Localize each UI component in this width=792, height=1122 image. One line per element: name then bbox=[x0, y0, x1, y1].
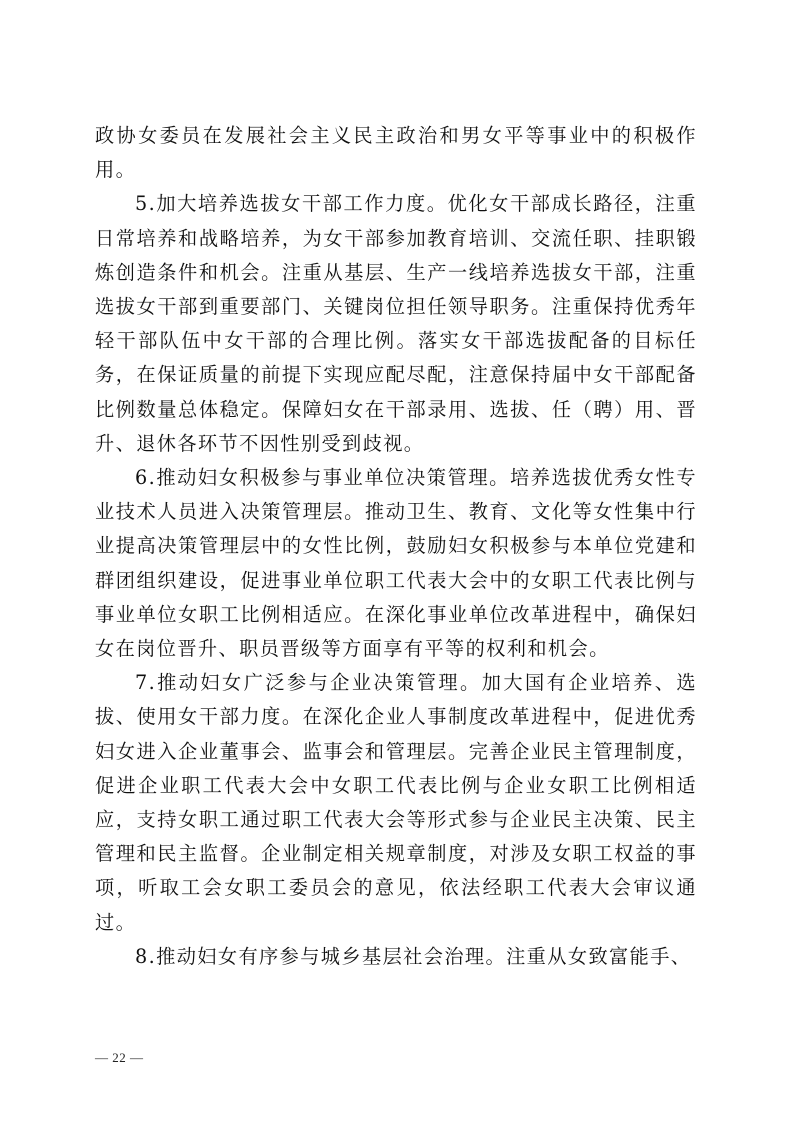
paragraph-continuation: 政协女委员在发展社会主义民主政治和男女平等事业中的积极作用。 bbox=[95, 124, 697, 182]
body-text bbox=[95, 119, 697, 974]
page-number: — 22 — bbox=[95, 1050, 144, 1065]
paragraph-item-5: 5.加大培养选拔女干部工作力度。优化女干部成长路径，注重日常培养和战略培养，为女干部参加教育培训、交流任职、挂职锻炼创造条件和机会。注重从基层、生产一线培养选拔女干部，注重选拔女干部到重要部门、关键岗位担任领导职务。注重保持优秀年轻干部队伍中女干部的合理比例。落实女干部选拔配备的目标任务，在保证质量的前提下实现应配尽配，注意保持届中女干部配备比例数量总体稳定。保障妇女在干部录用、选拔、任（聘）用、晋升、退休各环节不因性别受到歧视。 bbox=[95, 192, 697, 455]
paragraph-item-6: 6.推动妇女积极参与事业单位决策管理。培养选拔优秀女性专业技术人员进入决策管理层。推动卫生、教育、文化等女性集中行业提高决策管理层中的女性比例，鼓励妇女积极参与本单位党建和群团组织建设，促进事业单位职工代表大会中的女职工代表比例与事业单位女职工比例相适应。在深化事业单位改革进程中，确保妇女在岗位晋升、职员晋级等方面享有平等的权利和机会。 bbox=[95, 466, 697, 661]
paragraph-item-8: 8.推动妇女有序参与城乡基层社会治理。注重从女致富能手、 bbox=[135, 944, 692, 968]
paragraph-item-7: 7.推动妇女广泛参与企业决策管理。加大国有企业培养、选拔、使用女干部力度。在深化企业人事制度改革进程中，促进优秀妇女进入企业董事会、监事会和管理层。完善企业民主管理制度，促进企业职工代表大会中女职工代表比例与企业女职工比例相适应，支持女职工通过职工代表大会等形式参与企业民主决策、民主管理和民主监督。企业制定相关规章制度，对涉及女职工权益的事项，听取工会女职工委员会的意见，依法经职工代表大会审议通过。 bbox=[95, 671, 697, 934]
